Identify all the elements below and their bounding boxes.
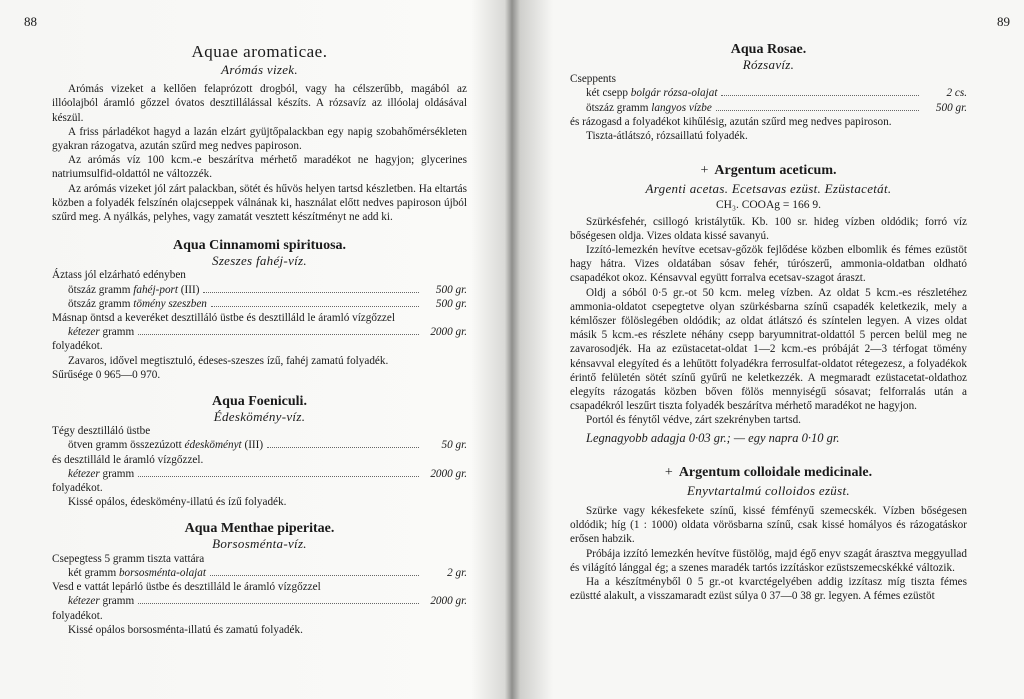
recipe-end: folyadékot. (52, 482, 103, 495)
recipe-end: folyadékot. (52, 340, 103, 353)
left-column (52, 0, 467, 637)
aceticum-title-text: Argentum aceticum. (714, 163, 837, 179)
menthae-title: Aqua Menthae piperitae. (184, 521, 335, 537)
cinnamomi-description: Zavaros, idővel megtisztuló, édeses-szeszes ízű, fahéj zamatú folyadék. (68, 354, 389, 367)
recipe-text: ötszáz gramm (586, 101, 652, 114)
colloidale-paragraph-3: Ha a készítményből 0 5 gr.-ot kvarctégelyében addig izzítasz míg tiszta fémes ezüstté alakult, a visszamaradt ezüst súlya 0 37—0 38 gr. legyen. A fémes ezüstöt (570, 576, 967, 603)
colloidale-title (570, 465, 967, 481)
foeniculi-recipe (52, 424, 467, 495)
leader-dots (211, 306, 419, 307)
recipe-amount: 50 gr. (441, 439, 467, 452)
recipe-ingredient: fahéj-port (133, 283, 178, 296)
aceticum-title (570, 163, 967, 179)
menthae-description: Kissé opálos borsosménta-illatú és zamatú folyadék. (68, 623, 303, 636)
aceticum-formula: CH₃. COOAg = 166 9. (715, 199, 822, 212)
recipe-amount: 500 gr. (935, 101, 967, 114)
cross-icon: + (700, 163, 709, 179)
recipe-amount: 2000 gr. (430, 326, 467, 339)
recipe-line (570, 86, 967, 100)
intro-paragraph-3: Az arómás víz 100 kcm.-e beszárítva mérhető maradékot ne hagyjon; glycerines natriumsulfid-oldattól ne változzék. (52, 154, 467, 181)
foeniculi-subtitle: Édeskömény-víz. (213, 409, 306, 425)
cinnamomi-density: Sűrűsége 0 965—0 970. (52, 368, 161, 381)
cinnamomi-subtitle: Szeszes fahéj-víz. (212, 253, 307, 269)
recipe-text: ötven gramm összezúzott (68, 439, 185, 452)
recipe-ingredient: édesköményt (184, 439, 242, 452)
recipe-line (52, 566, 467, 580)
rosae-instruction: és rázogasd a folyadékot kihűlésig, azután szűrd meg nedves papiroson. (570, 115, 892, 128)
rosae-recipe (570, 72, 967, 115)
page-number-right: 89 (997, 14, 1010, 29)
recipe-amount: 2 gr. (447, 566, 467, 579)
recipe-line (52, 438, 467, 452)
recipe-amount: 2000 gr. (430, 595, 467, 608)
recipe-ingredient: bolgár rózsa-olajat (630, 87, 718, 100)
right-column (570, 0, 967, 604)
recipe-line (52, 325, 467, 339)
aceticum-paragraph-1: Szürkésfehér, csillogó kristálytűk. Kb. 100 sr. hideg vízben oldódik; forró víz bőségesen oldja. Vizes oldata kissé savanyú. (570, 215, 967, 242)
aceticum-paragraph-2: Izzító-lemezkén hevítve ecetsav-gőzök fejlődése közben elbomlik és fémes ezüstöt hagy hátra. Vizes oldatában sósav fehér, túrószerű, ammonia-oldatban oldható csapadékot okoz. Kénsavval együtt forralva ecetsav-szagot áraszt. (570, 244, 967, 285)
recipe-line (52, 467, 467, 481)
recipe-ingredient: langyos vízbe (651, 101, 712, 114)
recipe-text: (III) (178, 283, 200, 296)
aceticum-paragraph-3: Oldj a sóból 0·5 gr.-ot 50 kcm. meleg vízben. Az oldat 5 kcm.-es részletéhez ammonia-oldatot csepegtetve olyan szürkésbarna színű csapadék keletkezik, mely a kémlőszer fölöslegében oldódik; az oldat átlátszó és színtelen legyen. A vizes oldat másik 5 kcm.-es részlete néhány csepp baryumnitrat-oldattól 5 percen belül meg ne zavarosodjék. Ha az ezüstacetat-oldat 1—2 kcm.-es próbáját 2—3 térfogat tömény kénsavval elegyíted és a lehűtött folyadékra ferrosulfat-oldatot rétegezesz, a folyadékok érintő felületén sötét színű gyűrű ne keletkezzék. A megmaradt ezüstacetat-oldathoz elegyíts rázogatás közben bőven fölös mennyiségű sósavat; felforralás után a csapadékról leszűrt tiszta folyadék beszárítva mérhető maradékot ne hagyjon. (570, 286, 967, 413)
aceticum-max-dose: Legnagyobb adagja 0·03 gr.; — egy napra 0·10 gr. (586, 430, 840, 445)
recipe-amount: 500 gr. (435, 283, 467, 296)
foeniculi-title: Aqua Foeniculi. (212, 394, 307, 410)
section-subheading: Arómás vizek. (221, 62, 298, 77)
recipe-text: ötszáz gramm (68, 297, 134, 310)
recipe-amount: 2000 gr. (430, 467, 467, 480)
aceticum-paragraph-4: Portól és fénytől védve, zárt szekrényben tartsd. (586, 414, 801, 427)
recipe-line (570, 101, 967, 115)
cinnamomi-title: Aqua Cinnamomi spirituosa. (172, 238, 347, 254)
rosae-title: Aqua Rosae. (730, 42, 807, 57)
menthae-subtitle: Borsosménta-víz. (212, 536, 307, 552)
recipe-lead: Cseppents (570, 73, 616, 86)
leader-dots (267, 447, 419, 448)
leader-dots (138, 334, 419, 335)
leader-dots (210, 575, 419, 576)
recipe-text: gramm (99, 595, 135, 608)
recipe-end: folyadékot. (52, 609, 103, 622)
menthae-recipe (52, 552, 467, 623)
cross-icon: + (664, 464, 673, 480)
right-page (520, 0, 1024, 699)
colloidale-paragraph-1: Szürke vagy kékesfekete színű, kissé fémfényű szemecskék. Vízben bőségesen oldódik; híg (1 : 1000) oldata vörösbarna színű, csak kissé homályos és rázogatáskor erősen habzik. (570, 505, 967, 546)
recipe-lead: Tégy desztilláló üstbe (52, 425, 151, 438)
recipe-ingredient: kétezer (68, 595, 100, 608)
leader-dots (716, 110, 919, 111)
colloidale-paragraph-2: Próbája izzító lemezkén hevítve füstölög, majd égő enyv szagát árasztva meggyullad és világító lánggal ég; a szenes maradék tartós izzításkor ezüstszemecskékké változik. (570, 547, 967, 574)
recipe-ingredient: tömény szeszben (133, 297, 207, 310)
recipe-text: (III) (241, 439, 264, 452)
recipe-amount: 2 cs. (946, 87, 967, 100)
recipe-instruction: Vesd e vattát lepárló üstbe és desztilláld le áramló vízgőzzel (52, 581, 321, 594)
intro-paragraph-4: Az arómás vizeket jól zárt palackban, sötét és hűvös helyen tartsd készletben. Ha eltartás közben a folyadék felszínén olajcseppek válnának ki, használat előtt nedves papiroson újból szűrd meg. A nyálkás, pelyhes, vagy zamatát vesztett készítményt ne add ki. (52, 182, 467, 224)
intro-paragraph-2: A friss párladékot hagyd a lazán elzárt gyüjtőpalackban egy napig szobahőmérsékleten gyakran rázogatva, azután szűrd meg nedves papiroson. (52, 125, 467, 153)
recipe-line (52, 297, 467, 311)
leader-dots (203, 292, 419, 293)
foeniculi-description: Kissé opálos, édeskömény-illatú és ízű folyadék. (68, 496, 287, 509)
cinnamomi-recipe (52, 268, 467, 353)
recipe-lead: Csepegtess 5 gramm tiszta vattára (52, 552, 205, 565)
aceticum-subtitle: Argenti acetas. Ecetsavas ezüst. Ezüstacetát. (645, 181, 892, 197)
recipe-text: két csepp (586, 87, 631, 100)
left-page (0, 0, 505, 699)
colloidale-title-text: Argentum colloidale medicinale. (678, 464, 873, 480)
recipe-instruction: Másnap öntsd a keveréket desztilláló üstbe és desztilláld le áramló vízgőzzel (52, 312, 395, 325)
leader-dots (138, 476, 419, 477)
section-heading: Aquae aromaticae. (191, 42, 328, 61)
recipe-ingredient: kétezer (68, 467, 100, 480)
leader-dots (138, 603, 419, 604)
recipe-amount: 500 gr. (435, 297, 467, 310)
recipe-text: gramm (99, 326, 135, 339)
recipe-ingredient: borsosménta-olajat (118, 566, 206, 579)
page-number-left: 88 (24, 14, 37, 29)
colloidale-subtitle: Enyvtartalmú colloidos ezüst. (687, 482, 850, 498)
intro-paragraph-1: Arómás vizeket a kellően felaprózott drogból, vagy ha célszerűbb, magából az illóolajból áramló gőzzel óvatos desztillálással készíts. A rózsavíz az illóolaj oldásával készül. (52, 83, 467, 124)
recipe-ingredient: kétezer (68, 326, 100, 339)
rosae-description: Tiszta-átlátszó, rózsaillatú folyadék. (586, 130, 748, 143)
recipe-text: ötszáz gramm (68, 283, 134, 296)
recipe-text: gramm (99, 467, 135, 480)
recipe-text: két gramm (68, 566, 119, 579)
rosae-subtitle: Rózsavíz. (742, 57, 795, 72)
recipe-line (52, 594, 467, 608)
recipe-line (52, 283, 467, 297)
recipe-lead: Áztass jól elzárható edényben (52, 269, 186, 282)
recipe-instruction: és desztilláld le áramló vízgőzzel. (52, 453, 204, 466)
leader-dots (721, 95, 919, 96)
